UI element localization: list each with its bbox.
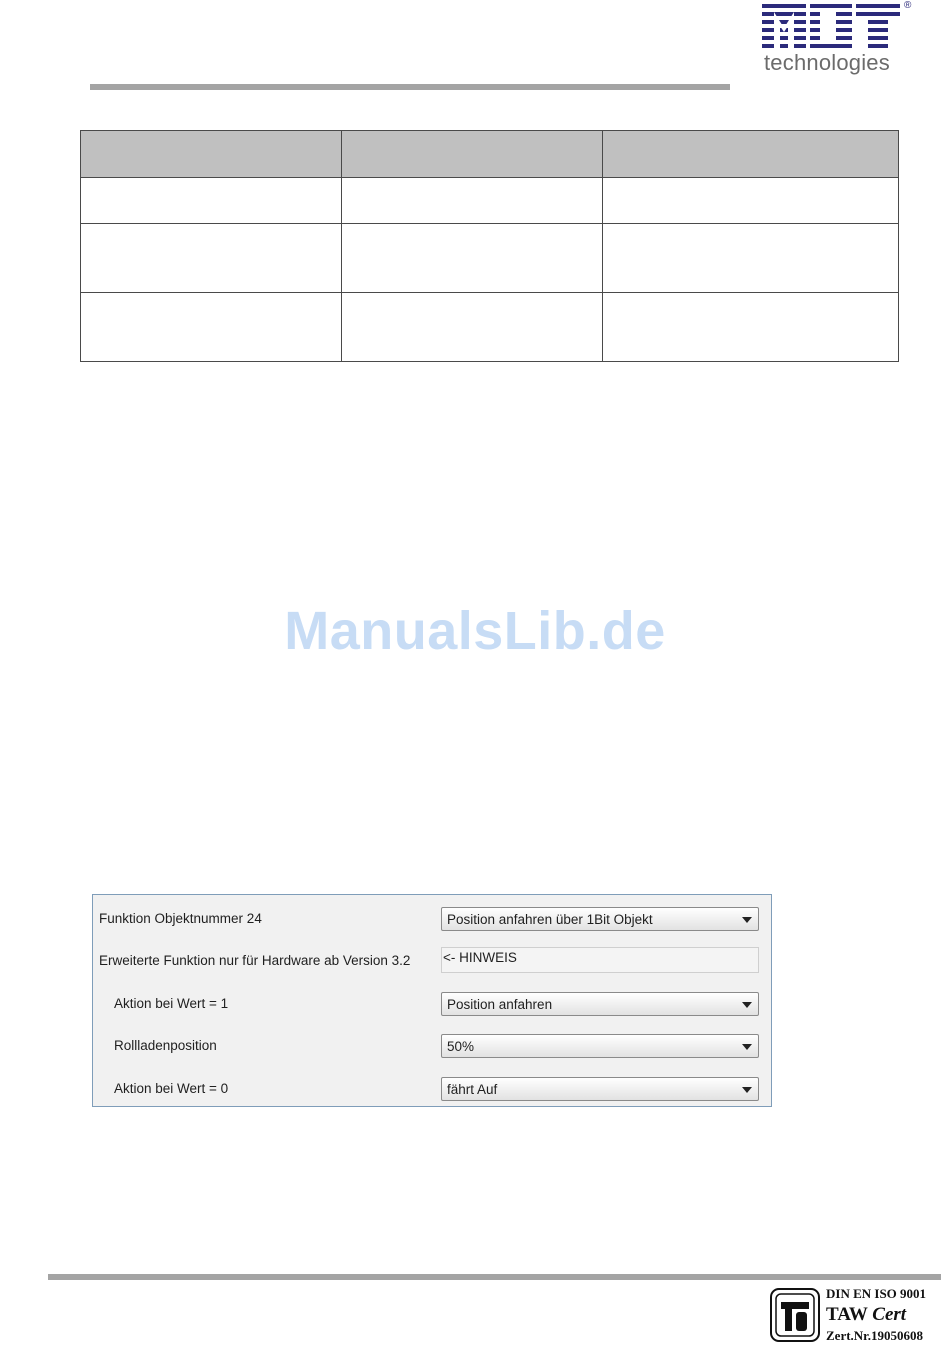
- dropdown-arrow-icon: [742, 1044, 752, 1050]
- table-cell: [603, 293, 899, 362]
- mdt-logo: [762, 2, 922, 82]
- table-header-cell: [603, 131, 899, 178]
- table-cell: [81, 224, 342, 293]
- table-cell: [603, 178, 899, 224]
- table-header-row: [81, 131, 899, 178]
- cert-standard: DIN EN ISO 9001: [826, 1286, 927, 1301]
- table-header-cell: [342, 131, 603, 178]
- action-value-1-dropdown[interactable]: [441, 992, 759, 1016]
- table-cell: [81, 178, 342, 224]
- parameter-row-extended: [93, 945, 771, 975]
- hint-field: [441, 947, 759, 973]
- parameter-table: [80, 130, 899, 362]
- table-row: [81, 178, 899, 224]
- table-cell: [342, 178, 603, 224]
- taw-seal-icon: [770, 1288, 820, 1342]
- parameter-label: Aktion bei Wert = 1: [114, 996, 229, 1011]
- parameter-label: Rollladenposition: [114, 1038, 217, 1053]
- footer-rule: [48, 1274, 941, 1280]
- dropdown-arrow-icon: [742, 1087, 752, 1093]
- dropdown-value: fährt Auf: [447, 1082, 498, 1097]
- parameter-label: Erweiterte Funktion nur für Hardware ab Version 3.2: [99, 953, 411, 968]
- cert-number: Zert.Nr.19050608: [826, 1328, 924, 1343]
- function-dropdown[interactable]: [441, 907, 759, 931]
- dropdown-value: Position anfahren über 1Bit Objekt: [447, 912, 653, 927]
- cert-body-taw: TAW: [826, 1304, 868, 1325]
- parameter-label: Aktion bei Wert = 0: [114, 1081, 229, 1096]
- certification-mark: [770, 1286, 945, 1346]
- parameter-row-position: [93, 1030, 771, 1060]
- parameter-label: Funktion Objektnummer 24: [99, 911, 262, 926]
- table-cell: [342, 293, 603, 362]
- table-row: [81, 224, 899, 293]
- dropdown-arrow-icon: [742, 917, 752, 923]
- parameter-row-function: [93, 903, 771, 933]
- parameter-panel: [92, 894, 772, 1107]
- registered-mark: ®: [904, 0, 912, 11]
- cert-body-cert: Cert: [872, 1304, 907, 1325]
- logo-subtitle: technologies: [764, 50, 890, 75]
- header-rule: [90, 84, 730, 90]
- dropdown-value: Position anfahren: [447, 997, 553, 1012]
- parameter-row-action-1: [93, 988, 771, 1018]
- table-cell: [603, 224, 899, 293]
- table-header-cell: [81, 131, 342, 178]
- table-cell: [81, 293, 342, 362]
- parameter-row-action-0: [93, 1073, 771, 1103]
- cert-body: [826, 1304, 906, 1326]
- watermark: ManualsLib.de: [284, 601, 666, 661]
- dropdown-arrow-icon: [742, 1002, 752, 1008]
- table-cell: [342, 224, 603, 293]
- table-row: [81, 293, 899, 362]
- action-value-0-dropdown[interactable]: [441, 1077, 759, 1101]
- hint-value: <- HINWEIS: [443, 950, 517, 965]
- mdt-logo-mark: [762, 2, 904, 50]
- dropdown-value: 50%: [447, 1039, 475, 1054]
- shutter-position-dropdown[interactable]: [441, 1034, 759, 1058]
